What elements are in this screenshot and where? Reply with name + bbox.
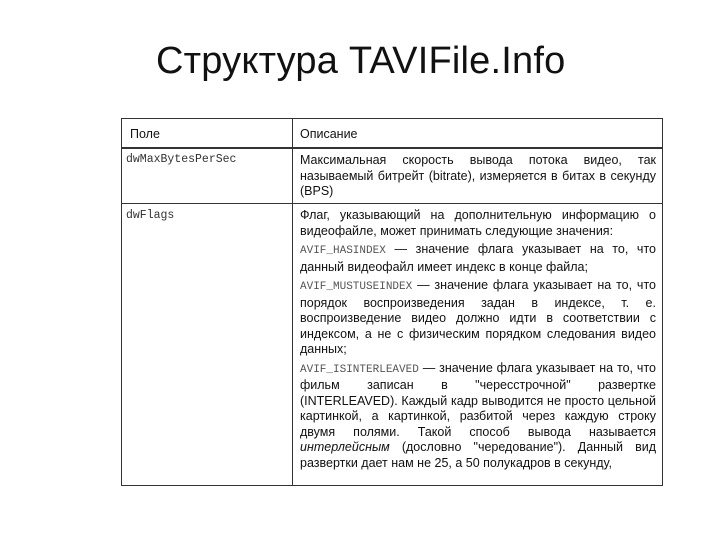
flag-name: AVIF_ISINTERLEAVED <box>300 363 419 376</box>
field-name: dwMaxBytesPerSec <box>126 153 237 166</box>
field-name: dwFlags <box>126 209 175 222</box>
field-description-flags <box>300 208 656 471</box>
header-description: Описание <box>300 127 358 141</box>
slide-title: Структура TAVIFile.Info <box>156 40 566 82</box>
fields-table <box>121 118 663 486</box>
flag-text-tail: (дословно "чередование"). Данный вид развертки дает нам не 25, а 50 полукадров в секунду, <box>300 440 656 470</box>
header-field: Поле <box>130 127 160 141</box>
flags-intro: Флаг, указывающий на дополнительную информацию о видеофайле, может принимать следующие значения: <box>300 208 656 238</box>
flag-text: — значение флага указывает на то, что данный видеофайл имеет индекс в конце файла; <box>300 242 656 274</box>
flag-entry <box>300 242 656 275</box>
row-divider <box>122 203 662 204</box>
flag-name: AVIF_HASINDEX <box>300 245 386 257</box>
field-description: Максимальная скорость вывода потока видео, так называемый битрейт (bitrate), измеряется в битах в секунду (BPS) <box>300 153 656 198</box>
flag-text: — значение флага указывает на то, что фильм записан в "чересстрочной" развертке (INTERLEAVED). Каждый кадр выводится не просто цельной картинкой, а картинкой, разбитой через каждую строку двумя полями. Такой способ вывода называется <box>300 360 656 439</box>
flag-entry <box>300 361 656 472</box>
column-divider <box>292 119 293 485</box>
flag-text-italic: интерлейсным <box>300 440 390 454</box>
header-divider <box>122 147 662 149</box>
flag-entry <box>300 278 656 358</box>
flag-name: AVIF_MUSTUSEINDEX <box>300 281 413 293</box>
flag-text: — значение флага указывает на то, что порядок воспроизведения задан в индексе, т. е. воспроизведение видео должно идти в соответствии с индексом, а не с физическим порядком следования видео данных; <box>300 278 656 356</box>
